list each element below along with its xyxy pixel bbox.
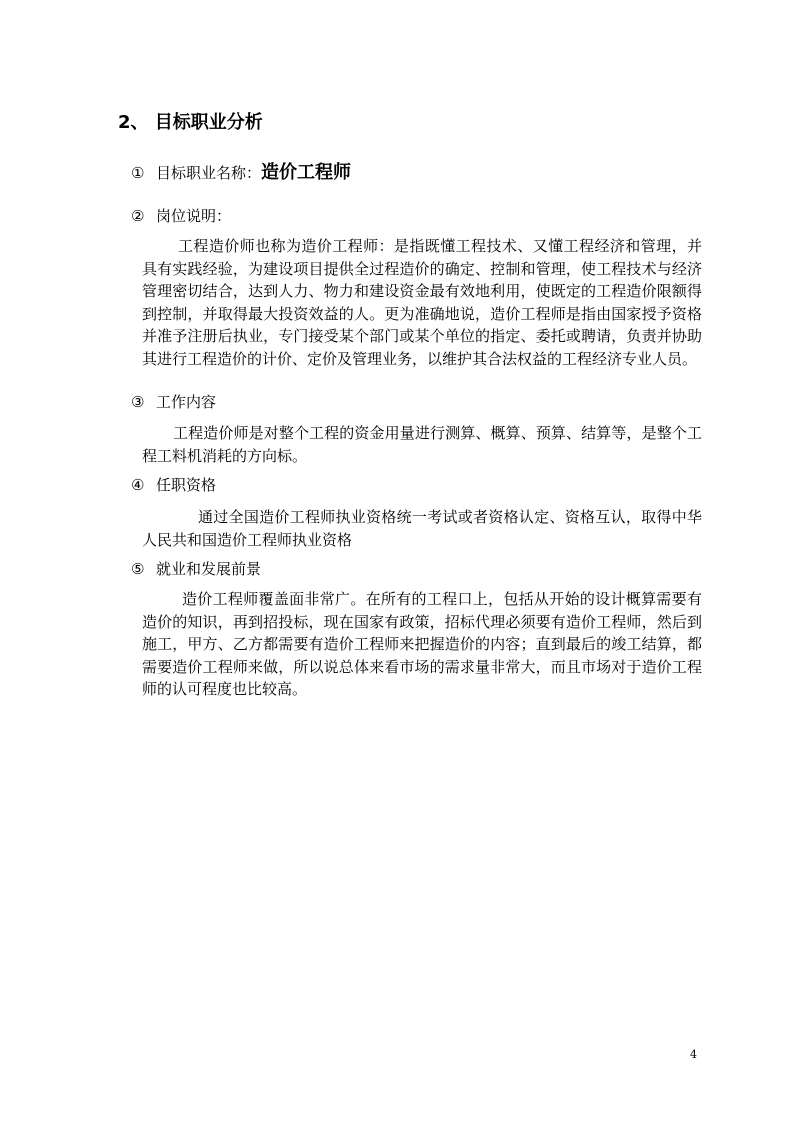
section-title-label: 工作内容 bbox=[156, 393, 217, 411]
section-number: ④ bbox=[131, 476, 145, 494]
section-job-description bbox=[131, 205, 231, 227]
section-title-label: 目标职业名称： bbox=[156, 164, 262, 182]
page-number: 4 bbox=[690, 1048, 697, 1061]
section-number: ① bbox=[131, 164, 145, 182]
career-prospects-paragraph: 造价工程师覆盖面非常广。在所有的工程口上，包括从开始的设计概算需要有造价的知识，再到招投标，现在国家有政策，招标代理必须要有造价工程师，然后到施工，甲方、乙方都需要有造价工程师来把握造价的内容；直到最后的竣工结算，都需要造价工程师来做，所以说总体来看市场的需求量非常大，而且市场对于造价工程师的认可程度也比较高。 bbox=[142, 590, 702, 698]
qualifications-paragraph: 通过全国造价工程师执业资格统一考试或者资格认定、资格互认，取得中华人民共和国造价工程师执业资格 bbox=[142, 508, 702, 549]
job-description-paragraph: 工程造价师也称为造价工程师：是指既懂工程技术、又懂工程经济和管理，并具有实践经验，为建设项目提供全过程造价的确定、控制和管理，使工程技术与经济管理密切结合，达到人力、物力和建设资金最有效地利用，使既定的工程造价限额得到控制，并取得最大投资效益的人。更为准确地说，造价工程师是指由国家授予资格并准予注册后执业，专门接受某个部门或某个单位的指定、委托或聘请，负责并协助其进行工程造价的计价、定价及管理业务，以维护其合法权益的工程经济专业人员。 bbox=[142, 237, 702, 368]
section-career-prospects bbox=[131, 558, 261, 580]
section-title-label: 就业和发展前景 bbox=[156, 560, 262, 578]
section-number: ③ bbox=[131, 393, 145, 411]
section-qualifications bbox=[131, 474, 216, 496]
section-heading: 2、 目标职业分析 bbox=[118, 112, 263, 133]
job-name-value: 造价工程师 bbox=[261, 162, 352, 183]
section-number: ⑤ bbox=[131, 560, 145, 578]
work-content-paragraph: 工程造价师是对整个工程的资金用量进行测算、概算、预算、结算等，是整个工程工料机消耗的方向标。 bbox=[142, 424, 702, 465]
section-number: ② bbox=[131, 207, 145, 225]
section-title-label: 任职资格 bbox=[156, 476, 217, 494]
section-work-content bbox=[131, 391, 216, 413]
section-job-name bbox=[131, 162, 351, 184]
section-title-label: 岗位说明： bbox=[156, 207, 232, 225]
